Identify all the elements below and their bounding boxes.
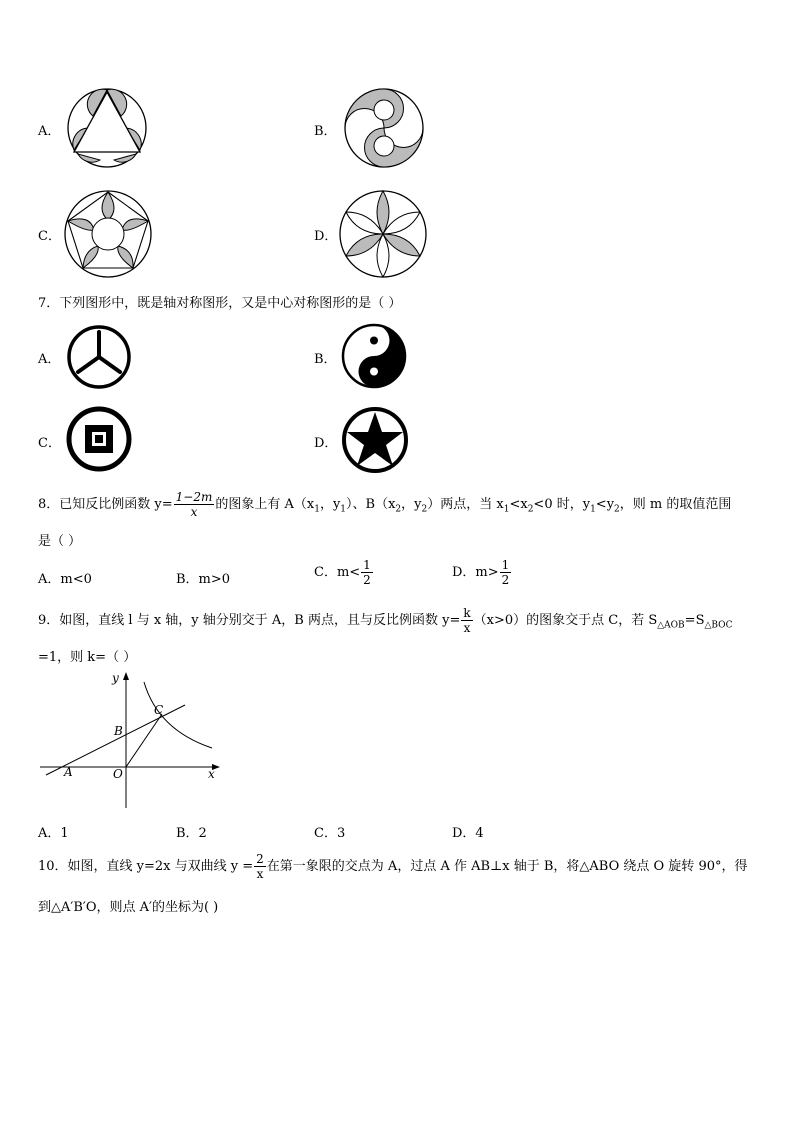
- q8-option-c-text: C．m<: [314, 565, 361, 580]
- q8-fraction: [174, 490, 215, 519]
- q9-stem: [38, 606, 732, 635]
- flower-pentagon-icon: [64, 190, 152, 278]
- q8-text-2: ，y: [319, 497, 341, 512]
- q9-option-c: C．3: [314, 826, 346, 841]
- q9-fig-label-b: B: [114, 724, 123, 738]
- q9-post: （x>0）的图象交于点 C，若 S: [473, 613, 658, 628]
- q8-sub: 1: [590, 504, 596, 515]
- q8-option-d-text: D．m>: [452, 565, 499, 580]
- q10-frac-den: x: [256, 867, 264, 881]
- q8-text-9: ，则 m 的取值范围: [619, 497, 732, 512]
- q9-fig-label-a: A: [64, 765, 73, 779]
- q9-line2: =1，则 k=（ ）: [38, 650, 137, 665]
- q6-option-d-label: D．: [314, 229, 338, 244]
- swirl-circle-icon: [343, 88, 425, 168]
- q8-sub: 1: [314, 504, 320, 515]
- q9-eq: =S: [684, 613, 705, 628]
- q7-option-b-label: B．: [314, 352, 337, 367]
- q9-pre: 9．如图，直线 l 与 x 轴，y 轴分别交于 A，B 两点，且与反比例函数 y=: [38, 613, 461, 628]
- q9-figure: [40, 668, 230, 813]
- q10-fraction: [254, 852, 266, 881]
- q10-frac-num: 2: [256, 852, 264, 866]
- q8-sub: 1: [340, 504, 347, 515]
- q9-option-a: A．1: [38, 826, 69, 841]
- three-spoke-circle-icon: [66, 324, 132, 390]
- q9-sub-boc: △BOC: [704, 620, 733, 631]
- q7-option-d-label: D．: [314, 436, 338, 451]
- q8-text-8: <y: [595, 497, 615, 512]
- q9-option-d: D．4: [452, 826, 484, 841]
- q9-frac-num: k: [463, 606, 471, 620]
- ancient-coin-icon: [66, 406, 132, 472]
- q9-fig-label-c: C: [154, 703, 164, 717]
- q8-sub: 2: [421, 504, 428, 515]
- q8-option-d: [452, 558, 512, 587]
- q8-frac-num: 1−2m: [175, 490, 213, 504]
- q8-sub: 1: [503, 504, 510, 515]
- q10-line2: 到△A′B′O，则点 A′的坐标为( ): [38, 900, 219, 915]
- q8-sub: 2: [395, 504, 402, 515]
- q8-half-num: 1: [501, 558, 510, 572]
- q10-post: 在第一象限的交点为 A，过点 A 作 AB⊥x 轴于 B，将△ABO 绕点 O 旋转 90°，得: [266, 859, 748, 874]
- q7-stem: 7．下列图形中，既是轴对称图形，又是中心对称图形的是（ ）: [38, 296, 402, 311]
- star-circle-icon: [341, 406, 409, 474]
- q8-half-den: 2: [363, 573, 371, 587]
- q9-fig-label-x: x: [208, 767, 215, 781]
- q7-option-a-label: A．: [38, 352, 61, 367]
- q9-fraction: [461, 606, 472, 635]
- q8-sub: 2: [527, 504, 534, 515]
- q6-option-a-label: A．: [38, 124, 61, 139]
- q8-line2: 是（ ）: [38, 534, 82, 549]
- q8-text-5: ）两点，当 x: [427, 497, 504, 512]
- q8-frac-den: x: [190, 505, 198, 519]
- q7-option-c-label: C．: [38, 436, 61, 451]
- q8-pre: 8．已知反比例函数 y=: [38, 497, 173, 512]
- q8-stem: [38, 490, 731, 519]
- q9-option-b: B．2: [176, 826, 207, 841]
- q8-text-3: ）、B（x: [346, 497, 396, 512]
- q8-option-a: A．m<0: [38, 572, 92, 587]
- q8-half-num: 1: [363, 558, 371, 572]
- q9-sub-aob: △AOB: [657, 620, 685, 631]
- q6-option-c-label: C．: [38, 229, 61, 244]
- q10-pre: 10．如图，直线 y=2x 与双曲线 y =: [38, 859, 254, 874]
- q6-option-b-label: B．: [314, 124, 337, 139]
- six-petal-flower-icon: [339, 190, 427, 278]
- q9-fig-label-o: O: [113, 767, 123, 781]
- q8-half: [361, 558, 373, 587]
- q8-text-6: <x: [509, 497, 528, 512]
- triangle-in-circle-icon: [66, 88, 148, 168]
- q9-fig-label-y: y: [112, 671, 119, 685]
- q8-text-4: ，y: [401, 497, 422, 512]
- yin-yang-icon: [341, 323, 407, 389]
- q8-text-1: 的图象上有 A（x: [215, 497, 315, 512]
- q8-text-7: <0 时，y: [533, 497, 591, 512]
- q8-sub: 2: [614, 504, 620, 515]
- q8-half: [500, 558, 512, 587]
- q9-frac-den: x: [463, 621, 471, 635]
- q8-option-c: [314, 558, 374, 587]
- q8-option-b: B．m>0: [176, 572, 231, 587]
- q8-half-den: 2: [501, 573, 510, 587]
- q10-stem: [38, 852, 748, 881]
